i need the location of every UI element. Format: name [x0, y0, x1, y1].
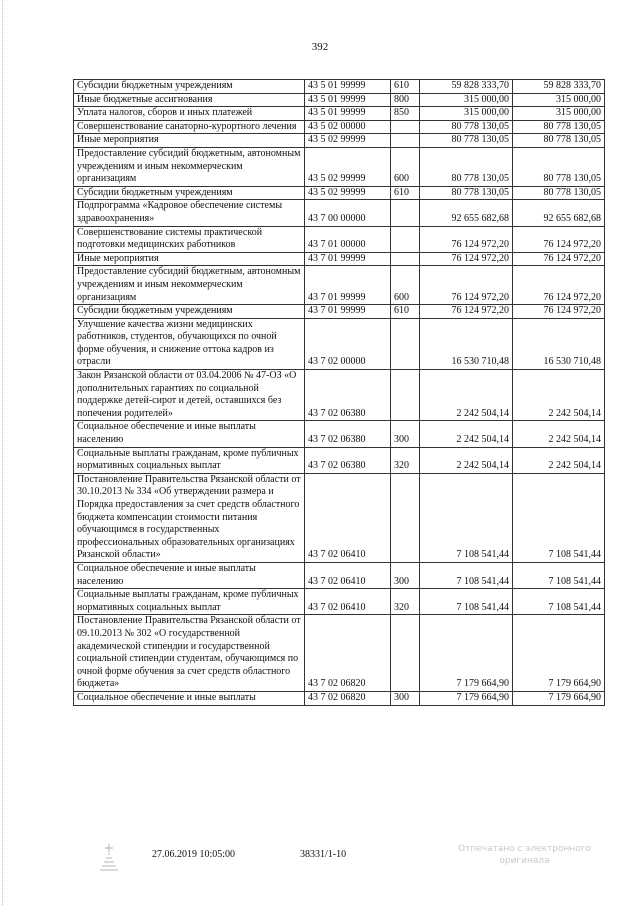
- row-value-2019: 7 108 541,44: [420, 589, 513, 615]
- row-code: 43 7 00 00000: [305, 200, 391, 226]
- row-value-total: 7 179 664,90: [513, 691, 605, 705]
- row-code: 43 7 02 06380: [305, 421, 391, 447]
- table-row: [74, 252, 605, 266]
- footer-watermark: [458, 843, 591, 867]
- row-name: Иные бюджетные ассигнования: [74, 93, 305, 107]
- table-row: [74, 691, 605, 705]
- row-name: Предоставление субсидий бюджетным, автономным учреждениям и иным некоммерческим организациям: [74, 266, 305, 305]
- row-name: Предоставление субсидий бюджетным, автономным учреждениям и иным некоммерческим организациям: [74, 147, 305, 186]
- budget-table-body: [74, 80, 605, 706]
- row-expense-type: [391, 120, 420, 134]
- row-value-2019: 59 828 333,70: [420, 80, 513, 94]
- row-code: 43 7 01 99999: [305, 252, 391, 266]
- row-value-total: 76 124 972,20: [513, 252, 605, 266]
- row-expense-type: 800: [391, 93, 420, 107]
- row-expense-type: 320: [391, 447, 420, 473]
- row-code: 43 5 02 00000: [305, 120, 391, 134]
- row-value-total: 2 242 504,14: [513, 370, 605, 421]
- table-row: [74, 186, 605, 200]
- row-value-total: 59 828 333,70: [513, 80, 605, 94]
- row-value-total: 7 179 664,90: [513, 615, 605, 692]
- row-code: 43 7 01 00000: [305, 226, 391, 252]
- row-value-2019: 7 179 664,90: [420, 615, 513, 692]
- footer-date: 27.06.2019 10:05:00: [152, 849, 236, 860]
- row-value-total: 92 655 682,68: [513, 200, 605, 226]
- watermark-line-2: оригинала: [499, 856, 550, 866]
- table-row: [74, 147, 605, 186]
- row-code: 43 7 02 00000: [305, 318, 391, 369]
- row-code: 43 5 02 99999: [305, 186, 391, 200]
- row-value-2019: 80 778 130,05: [420, 147, 513, 186]
- row-name: Совершенствование санаторно-курортного лечения: [74, 120, 305, 134]
- table-row: [74, 447, 605, 473]
- row-value-2019: 92 655 682,68: [420, 200, 513, 226]
- row-value-2019: 2 242 504,14: [420, 421, 513, 447]
- table-row: [74, 134, 605, 148]
- row-name: Социальное обеспечение и иные выплаты: [74, 691, 305, 705]
- row-value-2019: 2 242 504,14: [420, 447, 513, 473]
- row-expense-type: [391, 134, 420, 148]
- row-expense-type: 300: [391, 562, 420, 588]
- table-row: [74, 318, 605, 369]
- row-value-total: 16 530 710,48: [513, 318, 605, 369]
- row-name: Субсидии бюджетным учреждениям: [74, 186, 305, 200]
- row-code: 43 5 02 99999: [305, 134, 391, 148]
- row-expense-type: [391, 370, 420, 421]
- row-expense-type: [391, 252, 420, 266]
- page-number: 392: [311, 41, 329, 53]
- row-expense-type: 600: [391, 147, 420, 186]
- row-value-total: 7 108 541,44: [513, 589, 605, 615]
- row-expense-type: [391, 226, 420, 252]
- row-value-2019: 315 000,00: [420, 93, 513, 107]
- row-value-2019: 80 778 130,05: [420, 134, 513, 148]
- row-code: 43 7 02 06380: [305, 447, 391, 473]
- row-expense-type: 600: [391, 266, 420, 305]
- row-value-2019: 76 124 972,20: [420, 226, 513, 252]
- row-expense-type: [391, 200, 420, 226]
- row-value-total: 80 778 130,05: [513, 186, 605, 200]
- table-row: [74, 421, 605, 447]
- row-name: Социальные выплаты гражданам, кроме публичных нормативных социальных выплат: [74, 589, 305, 615]
- table-row: [74, 589, 605, 615]
- budget-table: [73, 79, 605, 706]
- table-row: [74, 200, 605, 226]
- row-value-total: 315 000,00: [513, 93, 605, 107]
- table-row: [74, 266, 605, 305]
- row-value-2019: 76 124 972,20: [420, 305, 513, 319]
- row-name: Социальные выплаты гражданам, кроме публичных нормативных социальных выплат: [74, 447, 305, 473]
- row-code: 43 7 01 99999: [305, 266, 391, 305]
- row-code: 43 7 02 06410: [305, 562, 391, 588]
- row-expense-type: 610: [391, 186, 420, 200]
- table-row: [74, 370, 605, 421]
- row-value-2019: 76 124 972,20: [420, 252, 513, 266]
- row-value-2019: 7 108 541,44: [420, 562, 513, 588]
- row-expense-type: [391, 473, 420, 562]
- row-code: 43 5 01 99999: [305, 93, 391, 107]
- row-value-total: 2 242 504,14: [513, 447, 605, 473]
- row-name: Иные мероприятия: [74, 134, 305, 148]
- row-name: Улучшение качества жизни медицинских работников, студентов, обучающихся по очной форме обучения, и снижение оттока кадров из отрасли: [74, 318, 305, 369]
- row-value-total: 7 108 541,44: [513, 562, 605, 588]
- row-code: 43 5 01 99999: [305, 107, 391, 121]
- row-value-total: 80 778 130,05: [513, 134, 605, 148]
- stamp-icon: [96, 842, 122, 872]
- row-code: 43 7 02 06410: [305, 589, 391, 615]
- row-value-2019: 315 000,00: [420, 107, 513, 121]
- table-row: [74, 93, 605, 107]
- row-name: Постановление Правительства Рязанской области от 30.10.2013 № 334 «Об утверждении размера и Порядка предоставления за счет средств областного бюджета компенсации стоимости питания обучающимся в государственных профессиональных образовательных организациях Рязанской области»: [74, 473, 305, 562]
- row-expense-type: 850: [391, 107, 420, 121]
- row-code: 43 5 02 99999: [305, 147, 391, 186]
- row-expense-type: [391, 318, 420, 369]
- row-value-2019: 16 530 710,48: [420, 318, 513, 369]
- row-name: Социальное обеспечение и иные выплаты населению: [74, 421, 305, 447]
- table-row: [74, 107, 605, 121]
- row-name: Подпрограмма «Кадровое обеспечение системы здравоохранения»: [74, 200, 305, 226]
- row-value-2019: 7 108 541,44: [420, 473, 513, 562]
- watermark-line-1: Отпечатано с электронного: [458, 844, 592, 854]
- row-value-2019: 7 179 664,90: [420, 691, 513, 705]
- table-row: [74, 120, 605, 134]
- row-code: 43 7 01 99999: [305, 305, 391, 319]
- row-name: Постановление Правительства Рязанской области от 09.10.2013 № 302 «О государственной академической стипендии и государственной социальной стипендии студентам, обучающимся по очной форме обучения за счет средств областного бюджета»: [74, 615, 305, 692]
- row-name: Субсидии бюджетным учреждениям: [74, 305, 305, 319]
- row-value-total: 7 108 541,44: [513, 473, 605, 562]
- page-margin-line: [2, 0, 5, 905]
- row-name: Совершенствование системы практической подготовки медицинских работников: [74, 226, 305, 252]
- row-code: 43 5 01 99999: [305, 80, 391, 94]
- row-expense-type: 300: [391, 691, 420, 705]
- row-value-2019: 76 124 972,20: [420, 266, 513, 305]
- row-code: 43 7 02 06410: [305, 473, 391, 562]
- row-expense-type: [391, 615, 420, 692]
- row-value-total: 2 242 504,14: [513, 421, 605, 447]
- row-name: Закон Рязанской области от 03.04.2006 № 47-ОЗ «О дополнительных гарантиях по социальной поддержке детей-сирот и детей, оставшихся без попечения родителей»: [74, 370, 305, 421]
- row-code: 43 7 02 06820: [305, 691, 391, 705]
- row-value-2019: 80 778 130,05: [420, 120, 513, 134]
- row-value-total: 80 778 130,05: [513, 120, 605, 134]
- row-value-total: 76 124 972,20: [513, 226, 605, 252]
- row-name: Социальное обеспечение и иные выплаты населению: [74, 562, 305, 588]
- row-expense-type: 610: [391, 305, 420, 319]
- row-expense-type: 320: [391, 589, 420, 615]
- table-row: [74, 305, 605, 319]
- row-code: 43 7 02 06380: [305, 370, 391, 421]
- row-expense-type: 610: [391, 80, 420, 94]
- table-row: [74, 80, 605, 94]
- row-name: Иные мероприятия: [74, 252, 305, 266]
- row-expense-type: 300: [391, 421, 420, 447]
- footer-doc-number: 38331/1-10: [300, 849, 347, 860]
- row-value-2019: 2 242 504,14: [420, 370, 513, 421]
- row-name: Субсидии бюджетным учреждениям: [74, 80, 305, 94]
- row-code: 43 7 02 06820: [305, 615, 391, 692]
- row-value-total: 76 124 972,20: [513, 305, 605, 319]
- row-name: Уплата налогов, сборов и иных платежей: [74, 107, 305, 121]
- table-row: [74, 562, 605, 588]
- row-value-2019: 80 778 130,05: [420, 186, 513, 200]
- table-row: [74, 615, 605, 692]
- table-row: [74, 473, 605, 562]
- row-value-total: 80 778 130,05: [513, 147, 605, 186]
- row-value-total: 315 000,00: [513, 107, 605, 121]
- table-row: [74, 226, 605, 252]
- row-value-total: 76 124 972,20: [513, 266, 605, 305]
